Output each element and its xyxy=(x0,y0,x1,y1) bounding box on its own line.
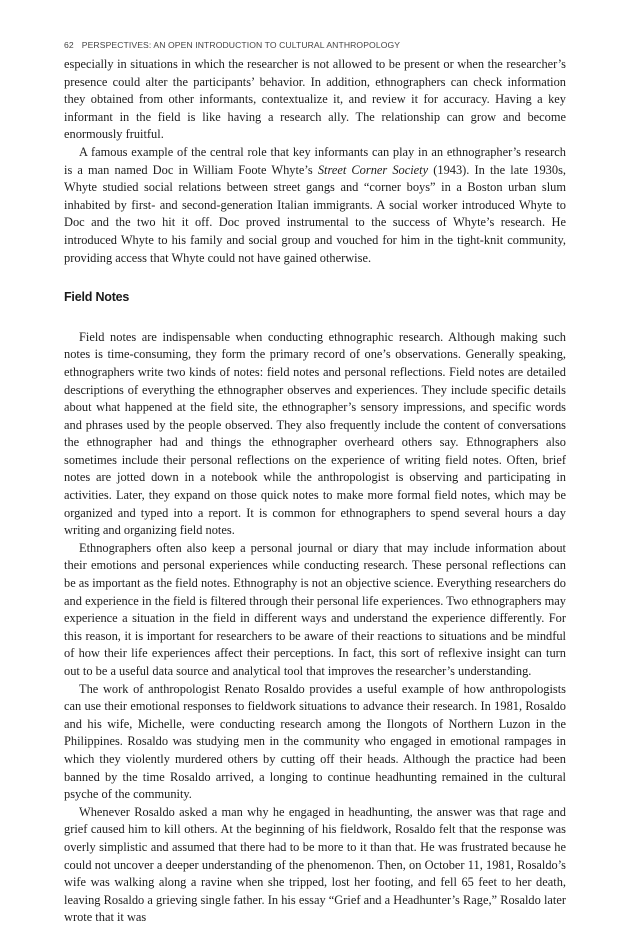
paragraph-6: Whenever Rosaldo asked a man why he engaged in headhunting, the answer was that rage and grief caused him to kill others. At the beginning of his fieldwork, Rosaldo felt that the response was overly simplistic and assumed that there had to be more to it than that. He was frustrated because he could not uncover a deeper understanding of the phenomenon. Then, on October 11, 1981, Rosaldo’s wife was walking along a ravine when she tripped, lost her footing, and fell 65 feet to her death, leaving Rosaldo a grieving single father. In his essay “Grief and a Headhunter’s Rage,” Rosaldo later wrote that it was xyxy=(64,804,566,925)
paragraph-3: Field notes are indispensable when conducting ethnographic research. Although making such notes is time-consuming, they form the primary record of one’s observations. Generally speaking, ethnographers write two kinds of notes: field notes and personal reflections. Field notes are detailed descriptions of everything the ethnographer observes and experiences. They include specific details about what happened at the field site, the ethnographer’s sensory impressions, and specific words and phrases used by the people observed. They also frequently include the content of conversations the ethnographer had and things the ethnographer overheard others say. Ethnographers also sometimes include their personal reflections on the experience of writing field notes. Often, brief notes are jotted down in a notebook while the anthropologist is observing and participating in activities. Later, they expand on those quick notes to make more formal field notes, which may be organized and typed into a report. It is common for ethnographers to spend several hours a day writing and organizing field notes. xyxy=(64,329,566,538)
paragraph-1: especially in situations in which the researcher is not allowed to be present or when the researcher’s presence could alter the participants’ behavior. In addition, ethnographers can check information they obtained from other informants, contextualize it, and review it for accuracy. Having a key informant in the field is like having a research ally. The relationship can grow and become enormously fruitful. xyxy=(64,57,566,142)
paragraph-2-text-b: (1943). In the late 1930s, Whyte studied social relations between street gangs and “corner boys” in a Boston urban slum inhabited by first- and second-generation Italian immigrants. A social worker introduced Whyte to Doc and the two hit it off. Doc proved instrumental to the success of Whyte’s research. He introduced Whyte to his family and social group and vouched for him in the tight-knit community, providing access that Whyte could not have gained otherwise. xyxy=(64,162,566,265)
running-header xyxy=(64,40,584,50)
section-heading: Field Notes xyxy=(64,290,130,305)
page-number: 62 xyxy=(64,40,74,50)
paragraph-2-text-a: A famous example of the central role that key informants can play in an ethnographer’s research is a man named Doc in William Foote Whyte’s xyxy=(64,144,566,177)
paragraph-4: Ethnographers often also keep a personal journal or diary that may include information about their emotions and personal experiences while conducting research. These personal reflections can be as important as the field notes. Ethnography is not an objective science. Everything researchers do and experience in the field is filtered through their personal life experiences. Two ethnographers may experience a situation in the field in different ways and understand the experience differently. For this reason, it is important for researchers to be aware of their reactions to situations and be mindful of how their life experiences affect their perceptions. In fact, this sort of reflexive insight can turn out to be a useful data source and analytical tool that improves the researcher’s understanding. xyxy=(64,540,567,678)
book-title: Street Corner Society xyxy=(317,162,429,177)
body-text xyxy=(64,56,566,927)
paragraph-2 xyxy=(64,144,566,267)
running-title: PERSPECTIVES: AN OPEN INTRODUCTION TO CULTURAL ANTHROPOLOGY xyxy=(81,40,401,50)
paragraph-5: The work of anthropologist Renato Rosaldo provides a useful example of how anthropologists can use their emotional responses to fieldwork situations to advance their research. In 1981, Rosaldo and his wife, Michelle, were conducting research among the Ilongots of Northern Luzon in the Philippines. Rosaldo was studying men in the community who engaged in emotional rampages in which they violently murdered others by cutting off their heads. Although the practice had been banned by the time Rosaldo arrived, a longing to continue headhunting remained in the cultural psyche of the community. xyxy=(64,681,566,802)
